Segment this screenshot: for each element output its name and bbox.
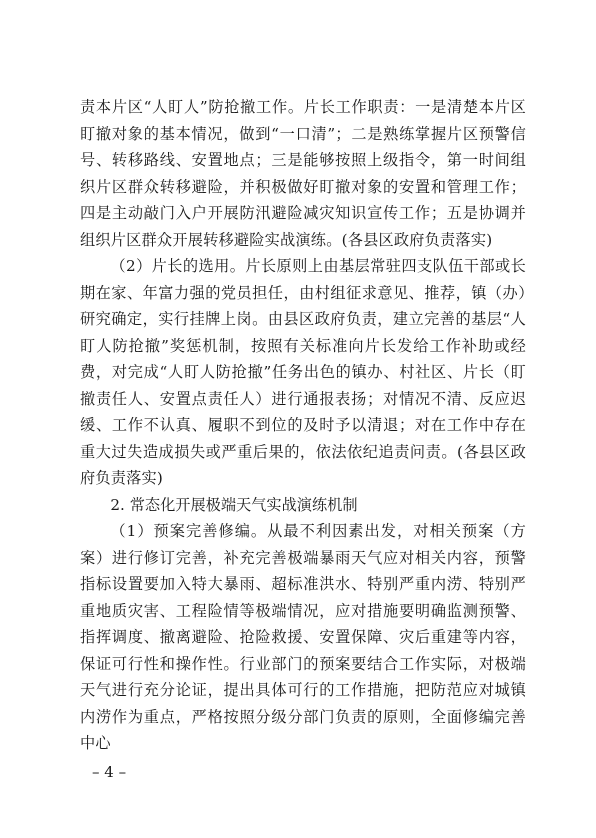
page-number: – 4 – [92, 763, 127, 781]
document-body [80, 94, 526, 757]
paragraph-plan-revision: （1）预案完善修编。从最不利因素出发，对相关预案（方案）进行修订完善，补充完善极端暴雨天气应对相关内容，预警指标设置要加入特大暴雨、超标准洪水、特别严重内涝、特别严重地质灾害、工程险情等极端情况，应对措施要明确监测预警、指挥调度、撤离避险、抢险救援、安置保障、灾后重建等内容，保证可行性和操作性。行业部门的预案要结合工作实际，对极端天气进行充分论证，提出具体可行的工作措施，把防范应对城镇内涝作为重点，严格按照分级分部门负责的原则，全面修编完善中心 [80, 522, 526, 752]
paragraph-area-leader-duties: 责本片区“人盯人”防抢撤工作。片长工作职责：一是清楚本片区盯撤对象的基本情况，做到“一口清”；二是熟练掌握片区预警信号、转移路线、安置地点；三是能够按照上级指令，第一时间组织片区群众转移避险，并积极做好盯撤对象的安置和管理工作；四是主动敲门入户开展防汛避险减灾知识宣传工作；五是协调并组织片区群众开展转移避险实战演练。(各县区政府负责落实) [80, 98, 526, 249]
paragraph-area-leader-selection: （2）片长的选用。片长原则上由基层常驻四支队伍干部或长期在家、年富力强的党员担任，由村组征求意见、推荐，镇（办）研究确定，实行挂牌上岗。由县区政府负责，建立完善的基层“人盯人防抢撤”奖惩机制，按照有关标准向片长发给工作补助或经费，对完成“人盯人防抢撤”任务出色的镇办、村社区、片长（盯撤责任人、安置点责任人）进行通报表扬；对情况不清、反应迟缓、工作不认真、履职不到位的及时予以清退；对在工作中存在重大过失造成损失或严重后果的，依法依纪追责问责。(各县区政府负责落实) [80, 257, 526, 487]
section-heading-drill-mechanism: 2. 常态化开展极端天气实战演练机制 [110, 495, 358, 514]
